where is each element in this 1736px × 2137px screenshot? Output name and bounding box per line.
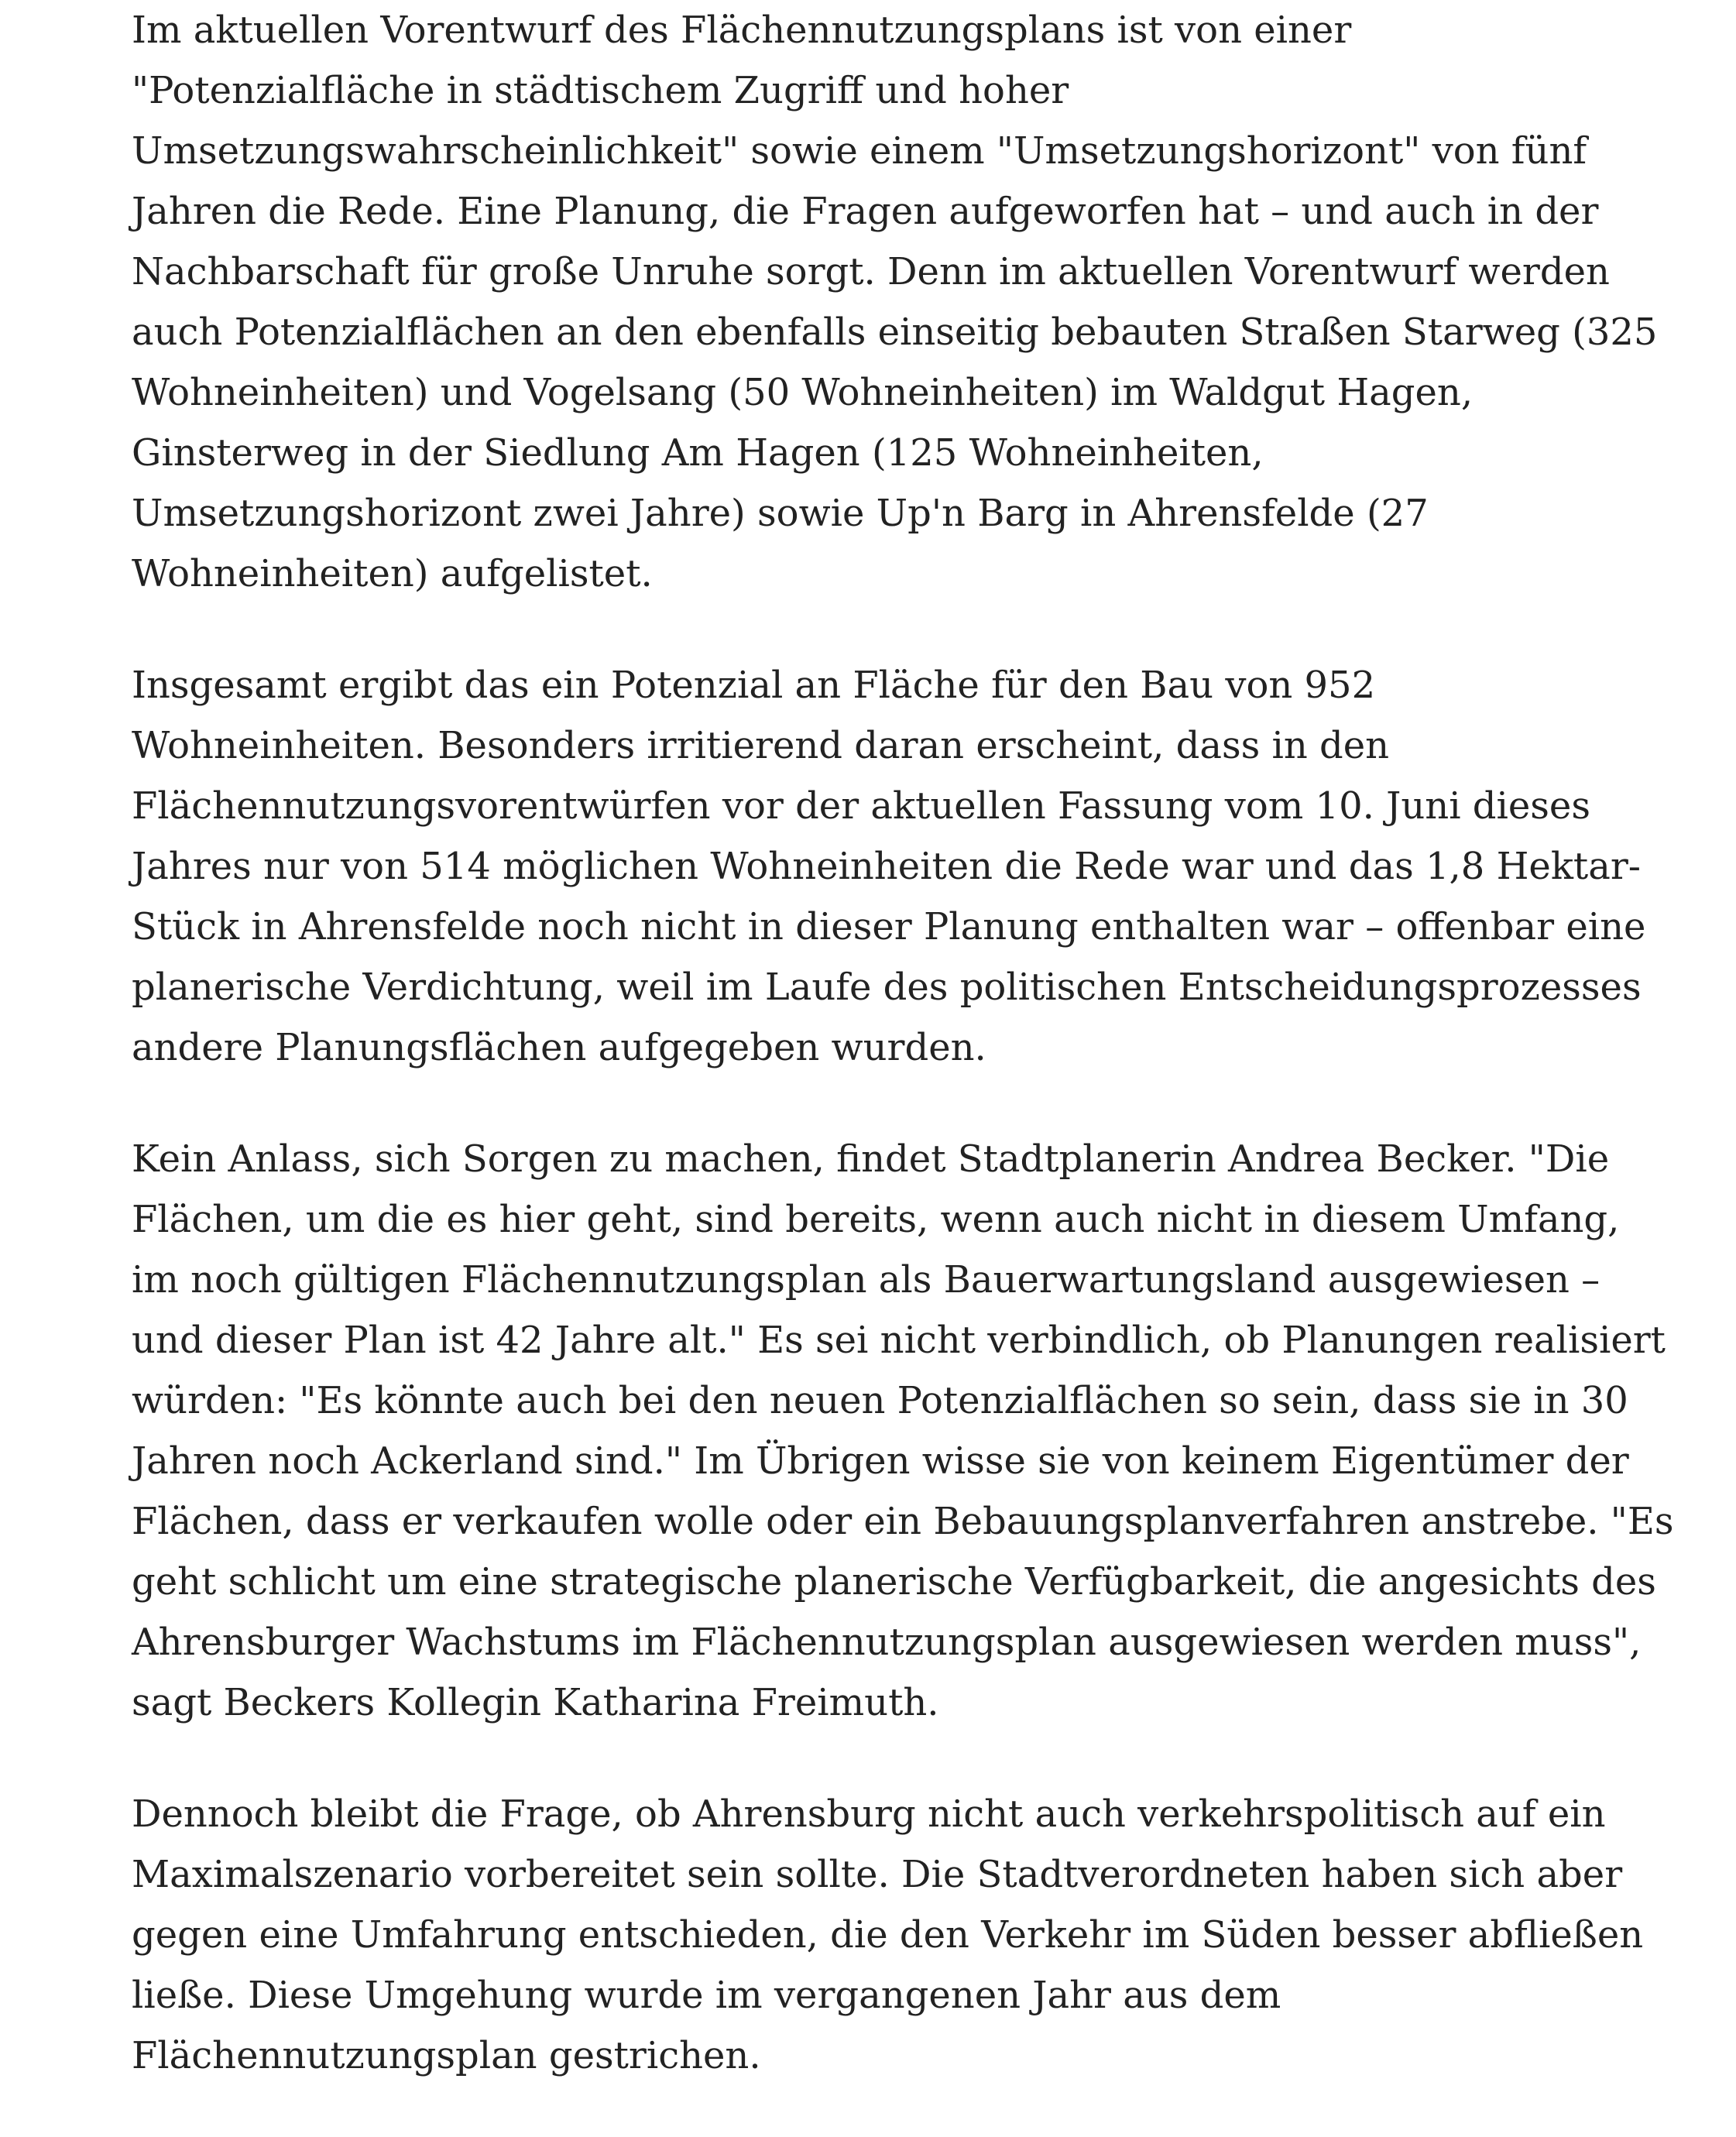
text-line: andere Planungsflächen aufgegeben wurden.: [132, 1026, 986, 1069]
text-line: geht schlicht um eine strategische planerische Verfügbarkeit, die angesichts des: [132, 1560, 1656, 1604]
text-line: Flächennutzungsplan gestrichen.: [132, 2034, 761, 2077]
text-line: Flächennutzungsvorentwürfen vor der aktuellen Fassung vom 10. Juni dieses: [132, 784, 1590, 828]
text-line: Maximalszenario vorbereitet sein sollte. Die Stadtverordneten haben sich aber: [132, 1853, 1623, 1896]
text-line: im noch gültigen Flächennutzungsplan als Bauerwartungsland ausgewiesen –: [132, 1258, 1600, 1302]
text-line: Jahren die Rede. Eine Planung, die Fragen aufgeworfen hat – und auch in der: [132, 190, 1599, 233]
text-line: gegen eine Umfahrung entschieden, die den Verkehr im Süden besser abfließen: [132, 1913, 1644, 1957]
text-line: Dennoch bleibt die Frage, ob Ahrensburg nicht auch verkehrspolitisch auf ein: [132, 1792, 1606, 1836]
article-body: [132, 0, 1674, 2137]
text-line: Flächen, um die es hier geht, sind bereits, wenn auch nicht in diesem Umfang,: [132, 1198, 1620, 1241]
text-line: auch Potenzialflächen an den ebenfalls einseitig bebauten Straßen Starweg (325: [132, 310, 1658, 354]
text-line: Nachbarschaft für große Unruhe sorgt. Denn im aktuellen Vorentwurf werden: [132, 250, 1610, 293]
text-line: "Potenzialfläche in städtischem Zugriff und hoher: [132, 69, 1069, 112]
text-line: Wohneinheiten) und Vogelsang (50 Wohneinheiten) im Waldgut Hagen,: [132, 371, 1474, 414]
text-line: sagt Beckers Kollegin Katharina Freimuth.: [132, 1681, 939, 1724]
article-paragraph-4: [132, 1784, 1642, 2086]
text-line: Kein Anlass, sich Sorgen zu machen, findet Stadtplanerin Andrea Becker. "Die: [132, 1137, 1610, 1181]
text-line: ließe. Diese Umgehung wurde im vergangenen Jahr aus dem: [132, 1974, 1281, 2017]
article-paragraph-1: [132, 0, 1658, 604]
text-line: planerische Verdichtung, weil im Laufe des politischen Entscheidungsprozesses: [132, 966, 1642, 1009]
text-line: würden: "Es könnte auch bei den neuen Potenzialflächen so sein, dass sie in 30: [132, 1379, 1628, 1422]
text-line: Im aktuellen Vorentwurf des Flächennutzungsplans ist von einer: [132, 9, 1352, 52]
text-line: Jahres nur von 514 möglichen Wohneinheiten die Rede war und das 1,8 Hektar-: [132, 845, 1641, 888]
text-line: Ginsterweg in der Siedlung Am Hagen (125 Wohneinheiten,: [132, 431, 1264, 475]
text-line: Wohneinheiten) aufgelistet.: [132, 552, 653, 595]
text-line: Flächen, dass er verkaufen wolle oder ein Bebauungsplanverfahren anstrebe. "Es: [132, 1500, 1674, 1543]
text-line: Umsetzungswahrscheinlichkeit" sowie einem "Umsetzungshorizont" von fünf: [132, 129, 1587, 173]
text-line: und dieser Plan ist 42 Jahre alt." Es sei nicht verbindlich, ob Planungen realisiert: [132, 1319, 1666, 1362]
text-line: Stück in Ahrensfelde noch nicht in dieser Planung enthalten war – offenbar eine: [132, 905, 1646, 948]
article-paragraph-3: [132, 1129, 1674, 1733]
text-line: Insgesamt ergibt das ein Potenzial an Fläche für den Bau von 952: [132, 664, 1376, 707]
text-line: Ahrensburger Wachstums im Flächennutzungsplan ausgewiesen werden muss",: [132, 1621, 1642, 1664]
text-line: Wohneinheiten. Besonders irritierend daran erscheint, dass in den: [132, 724, 1390, 767]
article-paragraph-2: [132, 655, 1646, 1078]
text-line: Jahren noch Ackerland sind." Im Übrigen wisse sie von keinem Eigentümer der: [132, 1439, 1629, 1483]
text-line: Umsetzungshorizont zwei Jahre) sowie Up'n Barg in Ahrensfelde (27: [132, 492, 1429, 535]
